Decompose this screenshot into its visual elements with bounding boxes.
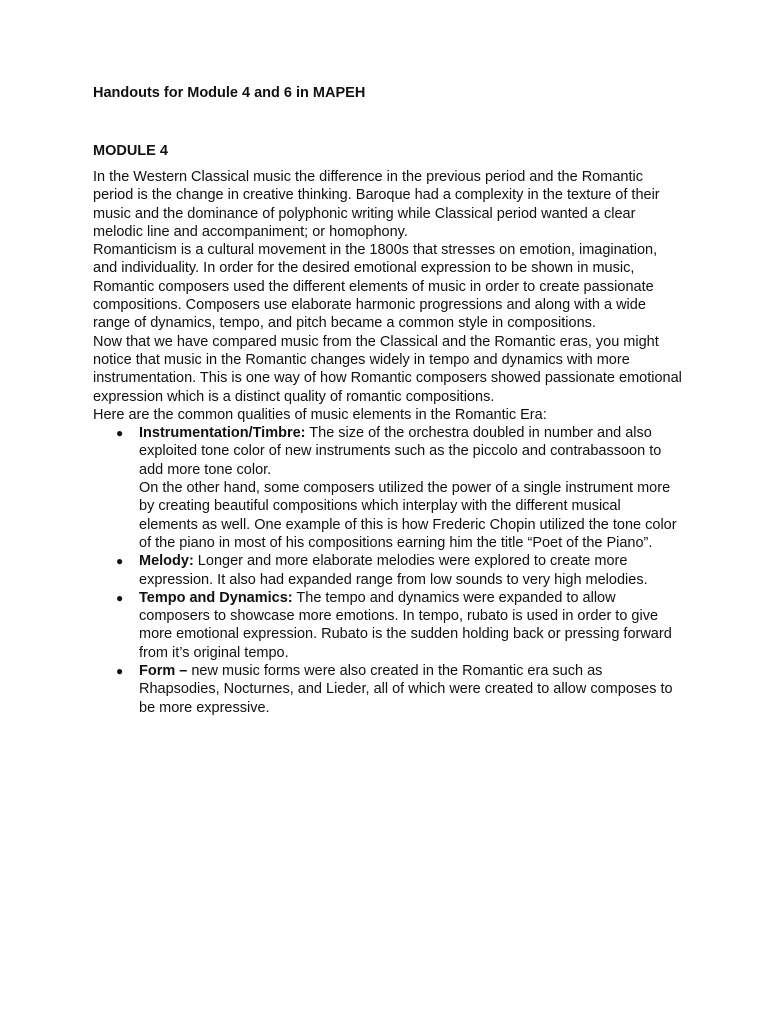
paragraph-romanticism: Romanticism is a cultural movement in the 1800s that stresses on emotion, imagination, and individuality. In order for the desired emotional expression to be shown in music, Romantic composers used the different elements of music in order to create passionate compositions. Composers use elaborate harmonic progressions and along with a wide range of dynamics, tempo, and pitch became a common style in compositions. [93, 242, 658, 332]
list-item-tempo-dynamics [93, 589, 683, 662]
paragraph-qualities-intro: Here are the common qualities of music elements in the Romantic Era: [93, 406, 547, 423]
document-page [93, 84, 683, 717]
qualities-list [93, 424, 683, 717]
list-item-form [93, 662, 683, 717]
bullet-icon: ● [116, 426, 124, 441]
quality-text: The size of the orchestra doubled in number and also exploited tone color of new instruments such as the piccolo and contrabassoon to add more tone color. [139, 425, 662, 478]
quality-text: The tempo and dynamics were expanded to allow composers to showcase more emotions. In tempo, rubato is used in order to give more emotional expression. Rubato is the sudden holding back or pressing forward from it’s original tempo. [139, 589, 672, 661]
list-item-instrumentation [93, 424, 683, 552]
quality-term: Melody: [139, 553, 194, 570]
quality-text: Longer and more elaborate melodies were explored to create more expression. It also had expanded range from low sounds to very high melodies. [139, 553, 648, 588]
bullet-icon: ● [116, 554, 124, 569]
bullet-icon: ● [116, 590, 124, 605]
document-title: Handouts for Module 4 and 6 in MAPEH [93, 85, 366, 101]
list-item-melody [93, 552, 683, 589]
quality-term: Tempo and Dynamics: [139, 589, 293, 606]
paragraph-western-classical: In the Western Classical music the difference in the previous period and the Romantic period is the change in creative thinking. Baroque had a complexity in the texture of their music and the dominance of polyphonic writing while Classical period wanted a clear melodic line and accompaniment; or homophony. [93, 169, 660, 240]
quality-extra-text: On the other hand, some composers utilized the power of a single instrument more by creating beautiful compositions which interplay with the different musical elements as well. One example of this is how Frederic Chopin utilized the tone color of the piano in most of his compositions earning him the title “Poet of the Piano”. [139, 480, 677, 551]
bullet-icon: ● [116, 664, 124, 679]
module-heading: MODULE 4 [93, 143, 168, 159]
paragraph-comparison: Now that we have compared music from the Classical and the Romantic eras, you might notice that music in the Romantic changes widely in tempo and dynamics with more instrumentation. This is one way of how Romantic composers showed passionate emotional expression which is a distinct quality of romantic compositions. [93, 333, 682, 405]
quality-term: Instrumentation/Timbre: [139, 425, 306, 442]
quality-text: new music forms were also created in the Romantic era such as Rhapsodies, Nocturnes, and Lieder, all of which were created to allow composes to be more expressive. [139, 663, 673, 716]
quality-term: Form – [139, 663, 188, 680]
